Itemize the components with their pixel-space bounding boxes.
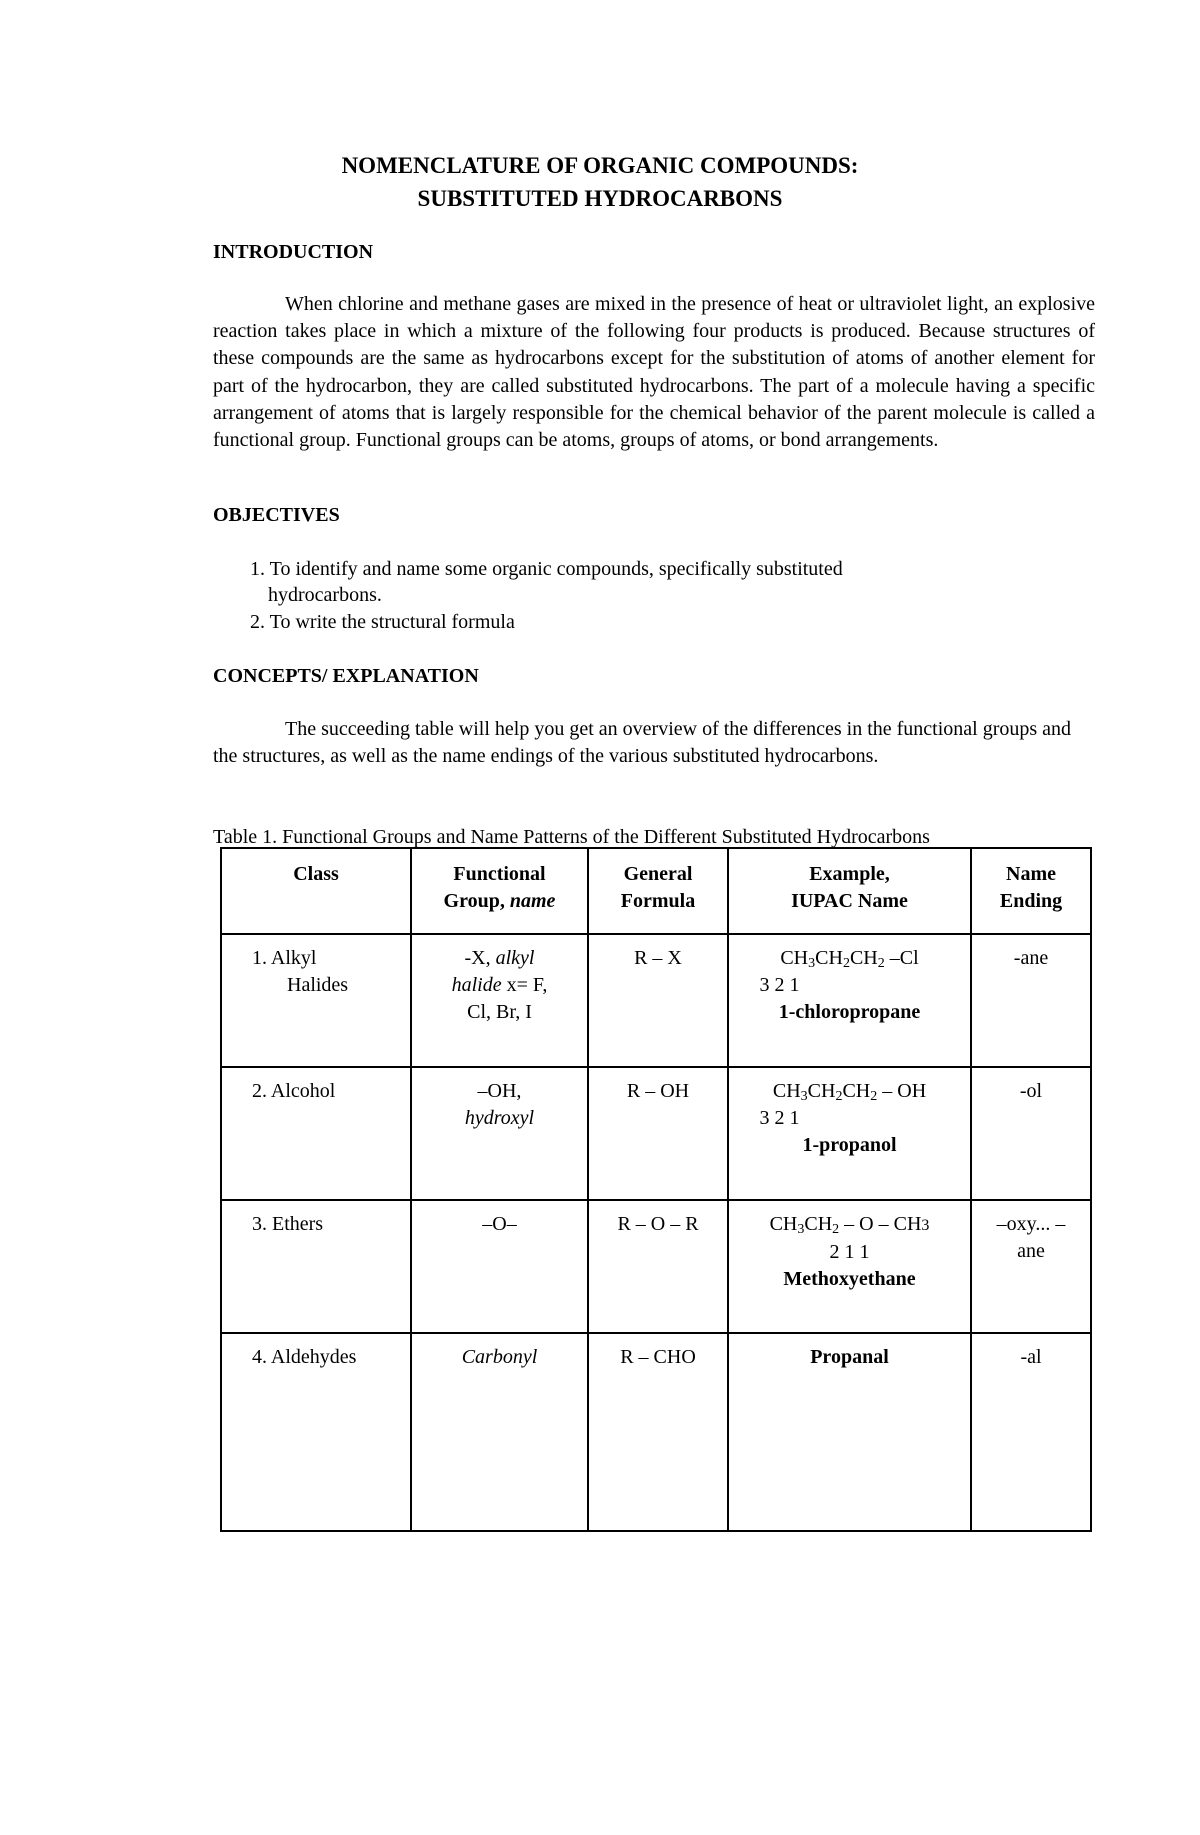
cell-class: 1. Alkyl Halides xyxy=(221,934,411,1067)
header-general-formula: General Formula xyxy=(588,848,728,934)
cell-class: 3. Ethers xyxy=(221,1200,411,1333)
functional-groups-table xyxy=(220,847,1092,1532)
table-row-alcohol xyxy=(221,1067,1091,1200)
concepts-paragraph: The succeeding table will help you get an overview of the differences in the functional groups and the structures, as well as the name endings of the various substituted hydrocarbons. xyxy=(213,718,1072,768)
concepts-heading: CONCEPTS/ EXPLANATION xyxy=(213,665,479,687)
header-name-ending: Name Ending xyxy=(971,848,1091,934)
table-row-ethers xyxy=(221,1200,1091,1333)
document-title-line-1: NOMENCLATURE OF ORGANIC COMPOUNDS: xyxy=(341,153,859,178)
document-title-line-2: SUBSTITUTED HYDROCARBONS xyxy=(417,186,783,211)
cell-example: Propanal xyxy=(728,1333,971,1531)
cell-general-formula: R – O – R xyxy=(588,1200,728,1333)
cell-functional-group: -X, alkyl halide x= F, Cl, Br, I xyxy=(411,934,588,1067)
cell-example: $CH_3CH_2CH_2$ – OH 3 2 1 1-propanol xyxy=(728,1067,971,1200)
cell-general-formula: R – X xyxy=(588,934,728,1067)
objective-1: 1. To identify and name some organic compounds, specifically substituted xyxy=(250,558,843,580)
header-class: Class xyxy=(221,848,411,934)
cell-functional-group: –O– xyxy=(411,1200,588,1333)
table-caption: Table 1. Functional Groups and Name Patterns of the Different Substituted Hydrocarbons xyxy=(213,826,930,848)
table-header-row xyxy=(221,848,1091,934)
header-functional-group: Functional Group, name xyxy=(411,848,588,934)
cell-general-formula: R – OH xyxy=(588,1067,728,1200)
cell-example: $CH_3CH_2CH_2$ –Cl 3 2 1 1-chloropropane xyxy=(728,934,971,1067)
cell-example: $CH_3CH_2$ – O – CH3 2 1 1 Methoxyethane xyxy=(728,1200,971,1333)
table-row-aldehydes xyxy=(221,1333,1091,1531)
cell-name-ending: -al xyxy=(971,1333,1091,1531)
objectives-heading: OBJECTIVES xyxy=(213,504,340,526)
cell-general-formula: R – CHO xyxy=(588,1333,728,1531)
table-row-alkyl-halides xyxy=(221,934,1091,1067)
cell-name-ending: -ol xyxy=(971,1067,1091,1200)
introduction-heading: INTRODUCTION xyxy=(213,241,374,263)
cell-class: 2. Alcohol xyxy=(221,1067,411,1200)
introduction-paragraph: When chlorine and methane gases are mixed in the presence of heat or ultraviolet light, an explosive reaction takes place in which a mixture of the following four products is produced. Because structures of these compounds are the same as hydrocarbons except for the substitution of atoms of another element for part of the hydrocarbon, they are called substituted hydrocarbons. The part of a molecule having a specific arrangement of atoms that is largely responsible for the chemical behavior of the parent molecule is called a functional group. Functional groups can be atoms, groups of atoms, or bond arrangements. xyxy=(213,293,1095,452)
cell-class: 4. Aldehydes xyxy=(221,1333,411,1531)
cell-functional-group: –OH, hydroxyl xyxy=(411,1067,588,1200)
objective-2: 2. To write the structural formula xyxy=(250,611,515,633)
cell-functional-group: Carbonyl xyxy=(411,1333,588,1531)
header-example: Example, IUPAC Name xyxy=(728,848,971,934)
objective-1-continued: hydrocarbons. xyxy=(268,584,382,606)
cell-name-ending: -ane xyxy=(971,934,1091,1067)
cell-name-ending: –oxy... – ane xyxy=(971,1200,1091,1333)
